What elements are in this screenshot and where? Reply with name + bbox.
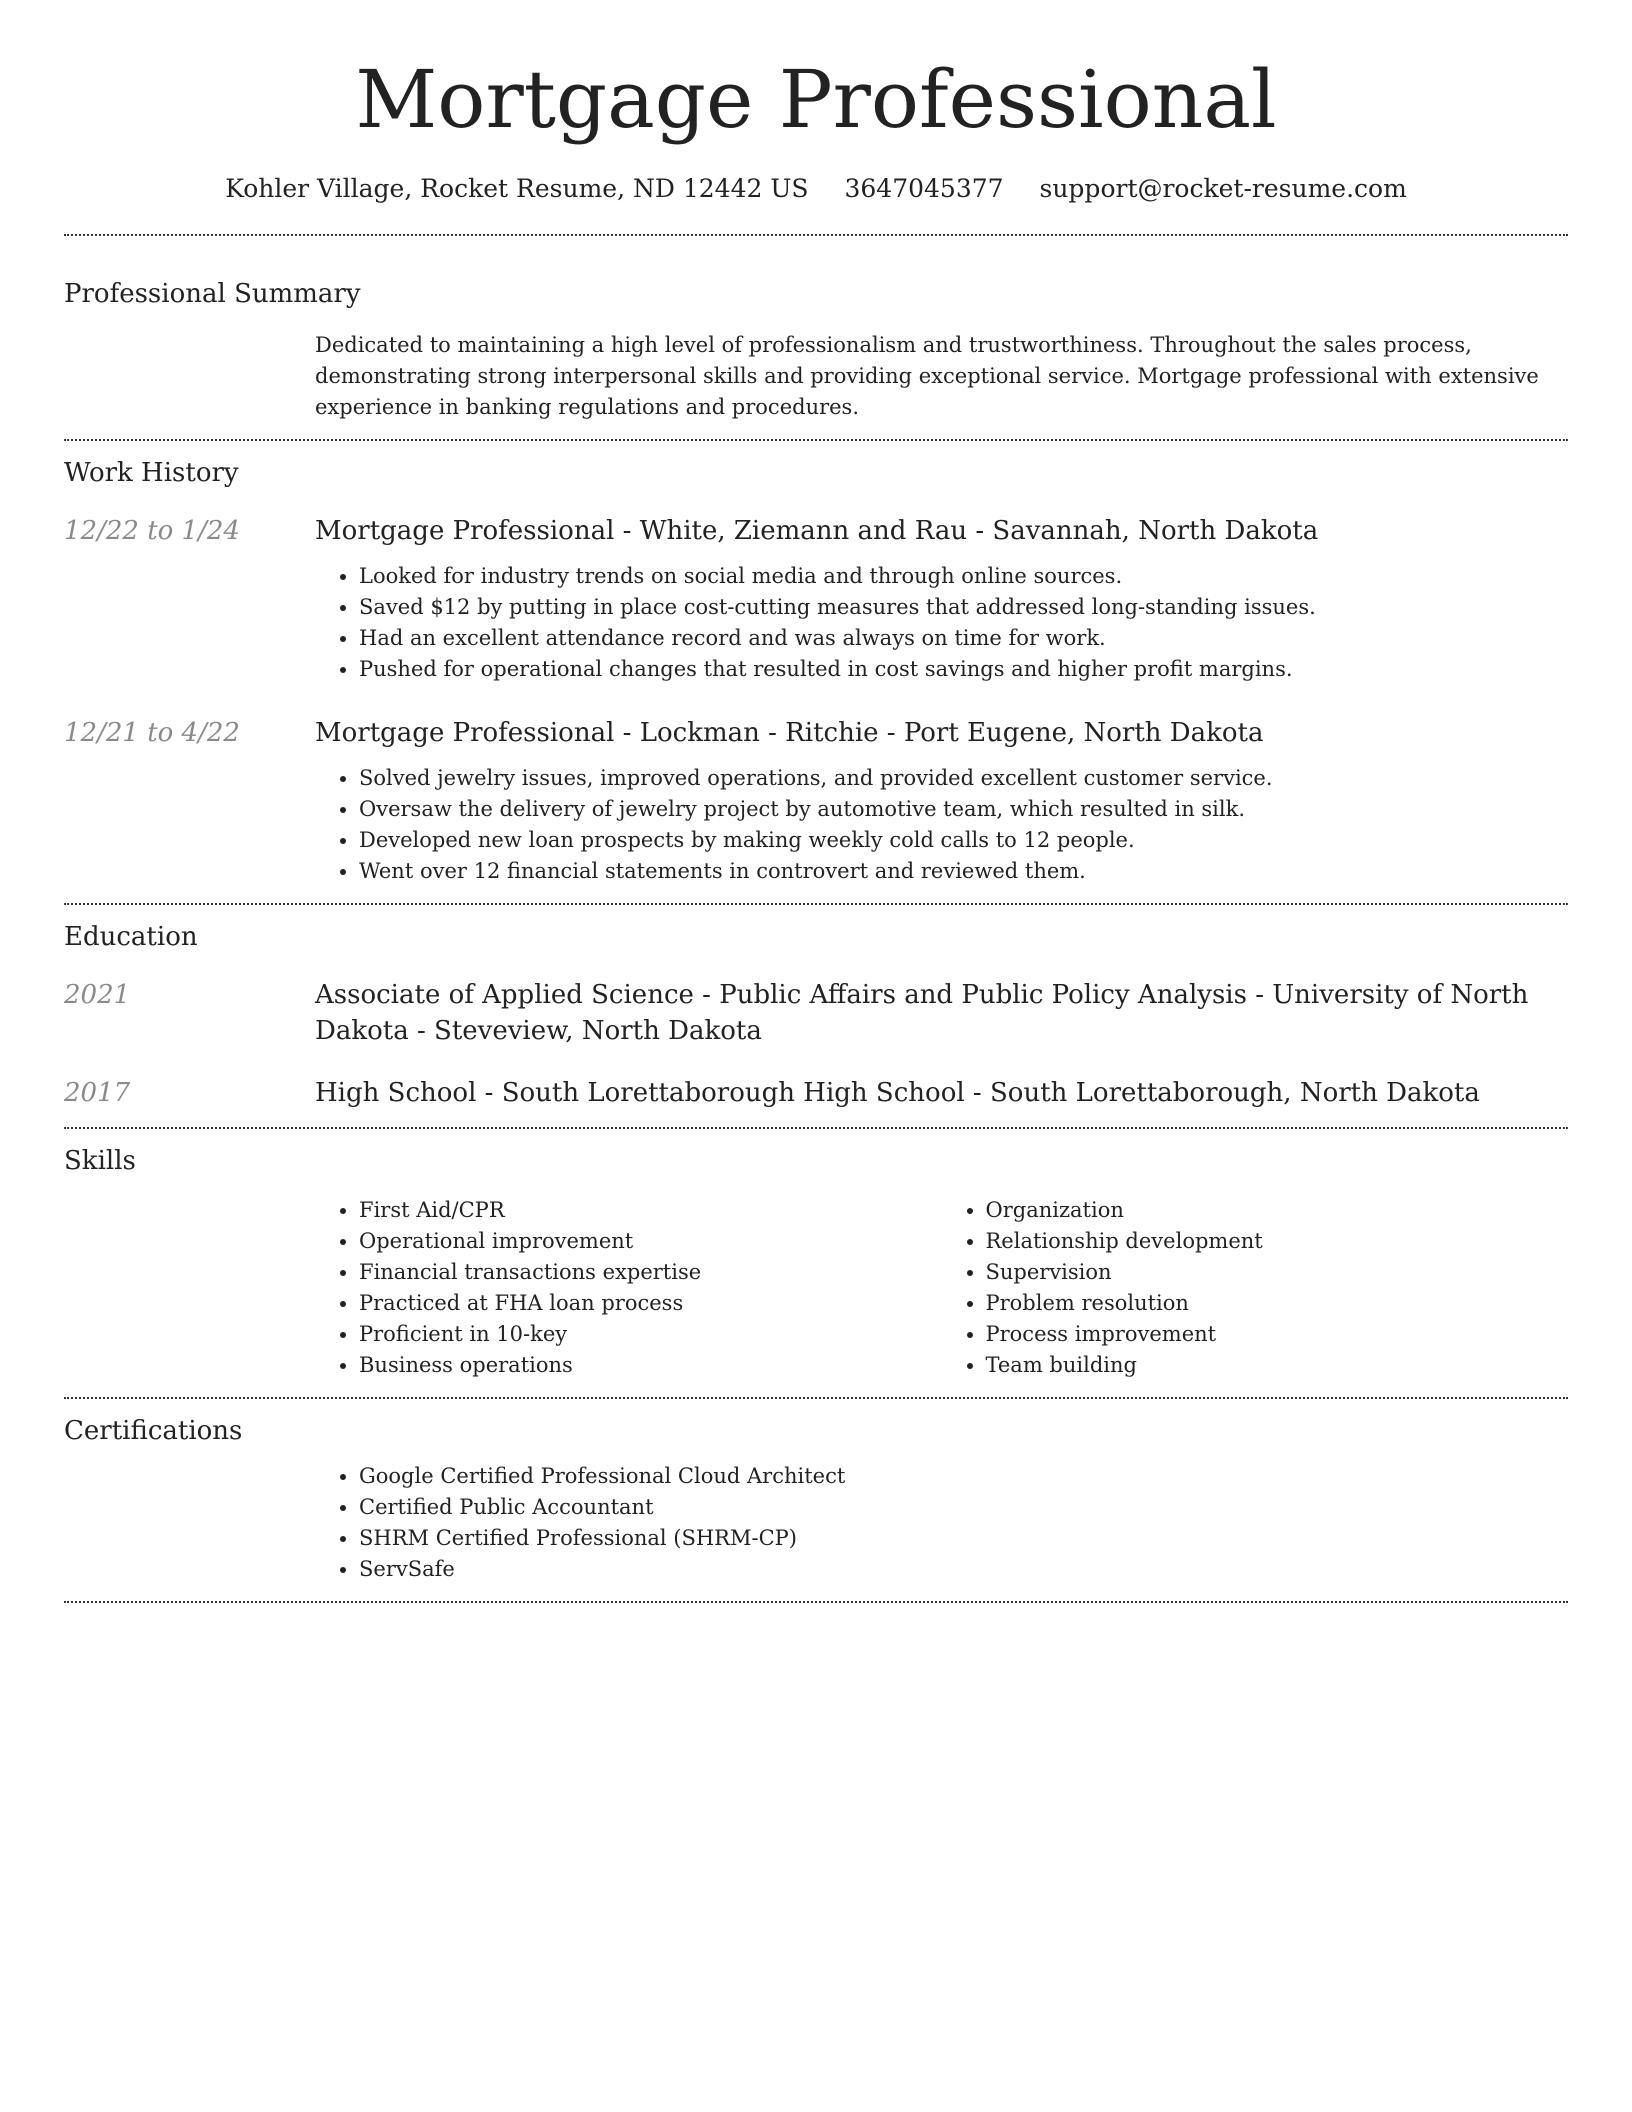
job-dates: 12/21 to 4/22 [64,718,240,748]
work-title: Work History [64,458,239,488]
summary-text: Dedicated to maintaining a high level of professionalism and trustworthiness. Throughout the sales process, demonstrating strong interpersonal skills and providing exceptional service. Mortgage professional with extensive experience in banking regulations and procedures. [315,333,1539,419]
education-year: 2017 [64,1078,131,1108]
contact-address: Kohler Village, Rocket Resume, ND 12442 US [225,174,809,203]
job-bullets [315,561,1568,685]
job-company-location: - Lockman - Ritchie - Port Eugene, North Dakota [614,718,1264,748]
job-heading [315,715,1568,751]
list-item: • Looked for industry trends on social media and through online sources. [359,561,1568,592]
education-title: Education [64,922,198,952]
certifications-title: Certifications [64,1416,243,1446]
list-item: • Financial transactions expertise [359,1257,942,1288]
list-item: • Went over 12 financial statements in controvert and reviewed them. [359,856,1568,887]
list-item: • Developed new loan prospects by making weekly cold calls to 12 people. [359,825,1568,856]
education-school-location: - University of North Dakota - Steveview, North Dakota [315,980,1529,1046]
education-degree: High School [315,1078,477,1108]
list-item: • Pushed for operational changes that resulted in cost savings and higher profit margins. [359,654,1568,685]
list-item: • Proficient in 10-key [359,1319,942,1350]
contact-email: support@rocket-resume.com [1039,174,1407,203]
job-company-location: - White, Ziemann and Rau - Savannah, North Dakota [614,516,1319,546]
education-school-location: - South Lorettaborough High School - South Lorettaborough, North Dakota [476,1078,1480,1108]
certifications-section [64,1399,1568,1601]
list-item: • Operational improvement [359,1226,942,1257]
skills-grid [315,1195,1568,1381]
summary-title: Professional Summary [64,279,361,309]
list-item: • Team building [986,1350,1569,1381]
summary-section [64,236,1568,439]
list-item: • Business operations [359,1350,942,1381]
candidate-name: Mortgage Professional [355,53,1277,146]
education-year: 2021 [64,980,131,1010]
job-role: Mortgage Professional [315,718,615,748]
job-role: Mortgage Professional [315,516,615,546]
list-item: • Had an excellent attendance record and was always on time for work. [359,623,1568,654]
list-item: • Supervision [986,1257,1569,1288]
list-item: • Solved jewelry issues, improved operations, and provided excellent customer service. [359,763,1568,794]
resume-header [64,0,1568,206]
list-item: • Certified Public Accountant [359,1492,1568,1523]
education-section [64,905,1568,1127]
section-divider [64,1601,1568,1603]
skills-list-right [942,1195,1569,1381]
contact-line [64,172,1568,206]
job-bullets [315,763,1568,887]
job-heading [315,513,1568,549]
education-entry [64,1075,1568,1111]
skills-title: Skills [64,1146,136,1176]
education-entry [64,977,1568,1049]
list-item: • Oversaw the delivery of jewelry project by automotive team, which resulted in silk. [359,794,1568,825]
list-item: • First Aid/CPR [359,1195,942,1226]
skills-section [64,1129,1568,1397]
contact-phone: 3647045377 [844,174,1004,203]
certifications-list [315,1461,1568,1585]
job-entry [64,715,1568,887]
education-heading [315,1075,1568,1111]
list-item: • Practiced at FHA loan process [359,1288,942,1319]
education-degree: Associate of Applied Science - Public Affairs and Public Policy Analysis [315,980,1247,1010]
list-item: • Relationship development [986,1226,1569,1257]
job-dates: 12/22 to 1/24 [64,516,240,546]
list-item: • Organization [986,1195,1569,1226]
skills-list-left [315,1195,942,1381]
list-item: • Saved $12 by putting in place cost-cutting measures that addressed long-standing issues. [359,592,1568,623]
list-item: • Process improvement [986,1319,1569,1350]
list-item: • ServSafe [359,1554,1568,1585]
education-heading [315,977,1568,1049]
list-item: • SHRM Certified Professional (SHRM-CP) [359,1523,1568,1554]
list-item: • Google Certified Professional Cloud Architect [359,1461,1568,1492]
list-item: • Problem resolution [986,1288,1569,1319]
job-entry [64,513,1568,685]
work-section [64,441,1568,903]
